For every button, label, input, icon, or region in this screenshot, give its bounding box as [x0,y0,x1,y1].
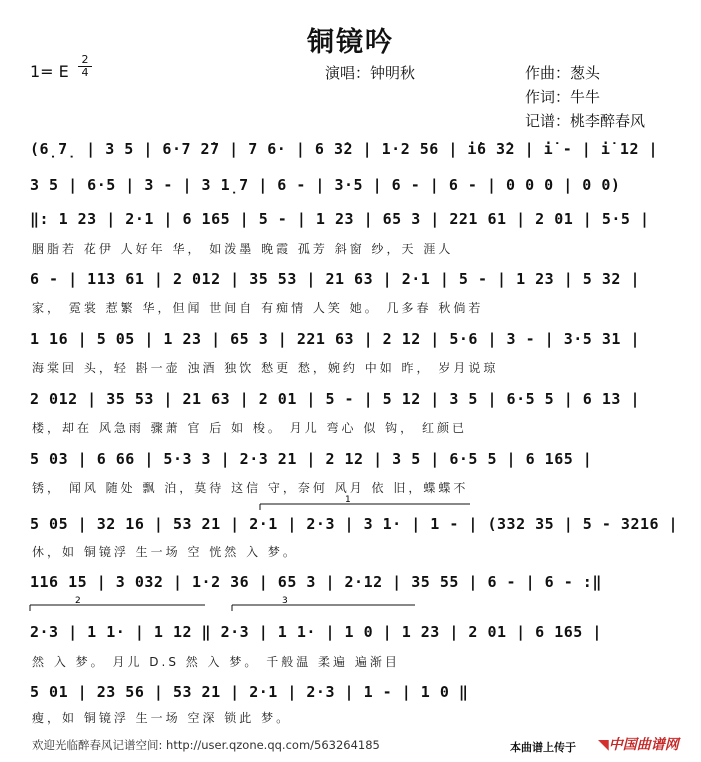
notation-row: 2·3 | 1 1· | 1 12 ‖ 2·3 | 1 1· | 1 0 | 1 23 | 2 01 | 6 165 | [30,623,602,641]
lyrics-row: 瘦，如 铜镜浮 生一场 空深 锁此 梦。 [32,711,292,725]
composer-credit: 作曲：葱头 [525,64,601,82]
singer-credit: 演唱：钟明秋 [325,64,416,82]
notation-row: 5 03 | 6 66 | 5·3 3 | 2·3 21 | 2 12 | 3 5 | 6·5 5 | 6 165 | [30,450,593,468]
volta-bracket-3 [232,605,415,611]
notation-row: ‖: 1 23 | 2·1 | 6 165 | 5 - | 1 23 | 65 3 | 221 61 | 2 01 | 5·5 | [30,210,650,228]
time-denominator: 4 [81,66,89,79]
lyricist-credit: 作词：牛牛 [525,88,601,106]
volta-label-3: 3 [282,596,288,606]
lyrics-row: 然 入 梦。 月儿 D.S 然 入 梦。 千般温 柔遍 遍渐目 [32,655,400,669]
lyrics-row: 锈， 闻风 随处 飘 泊，莫待 这信 守，奈何 风月 依 旧，蝶蝶不 [32,481,469,495]
key-signature: 1= E [30,62,69,81]
time-numerator: 2 [78,54,92,67]
lyrics-row: 楼，却在 风急雨 骤萧 官 后 如 梭。 月儿 弯心 似 钩， 红颜已 [32,421,467,435]
score-title: 铜镜吟 [307,27,394,58]
lyrics-row: 海棠回 头，轻 斟一壶 浊酒 独饮 愁更 愁，婉约 中如 昨， 岁月说琼 [32,361,499,375]
lyrics-row: 胭脂若 花伊 人好年 华， 如泼墨 晚霞 孤芳 斜窗 纱，天 涯人 [32,242,454,256]
lyrics-row: 休，如 铜镜浮 生一场 空 恍然 入 梦。 [32,545,298,559]
footer-text: 欢迎光临醉春风记谱空间: http://user.qzone.qq.com/563264185 [32,738,380,752]
notation-row: 6 - | 113 61 | 2 012 | 35 53 | 21 63 | 2·1 | 5 - | 1 23 | 5 32 | [30,270,640,288]
notation-row: 2 012 | 35 53 | 21 63 | 2 01 | 5 - | 5 12 | 3 5 | 6·5 5 | 6 13 | [30,390,640,408]
logo-mark-icon: ◥ [598,737,609,753]
upload-label: 本曲谱上传于 [510,741,576,754]
lyrics-row: 家， 霓裳 惹繁 华，但闻 世间自 有痴情 人笑 她。 几多春 秋倘若 [32,301,484,315]
notation-row: 5 01 | 23 56 | 53 21 | 2·1 | 2·3 | 1 - | 1 0 ‖ [30,683,469,701]
volta-label-1: 1 [345,495,351,505]
notation-row: 116 15 | 3 032 | 1·2 36 | 65 3 | 2·12 | 35 55 | 6 - | 6 - :‖ [30,573,602,591]
volta-label-2: 2 [75,596,81,606]
notation-row: 3 5 | 6·5 | 3 - | 3 1̣7 | 6 - | 3·5 | 6 - | 6 - | 0 0 0 | 0 0) [30,176,621,194]
notation-row: 5 05 | 32 16 | 53 21 | 2·1 | 2·3 | 3 1· | 1 - | (332 35 | 5 - 3216 | [30,515,679,533]
site-logo [598,734,679,754]
transcriber-credit: 记谱：桃李醉春风 [525,112,646,130]
notation-row: 1 16 | 5 05 | 1 23 | 65 3 | 221 63 | 2 12 | 5·6 | 3 - | 3·5 31 | [30,330,640,348]
notation-row: (6̣7̣ | 3 5 | 6·7 2̇7 | 7 6· | 6 3̇2 | 1·2 56 | i̇6 3̇2 | i̇ - | i̇ 12 | [30,140,659,158]
logo-text: 中国曲谱网 [608,737,679,753]
volta-bracket-1 [260,504,470,510]
volta-bracket-2 [30,605,205,611]
